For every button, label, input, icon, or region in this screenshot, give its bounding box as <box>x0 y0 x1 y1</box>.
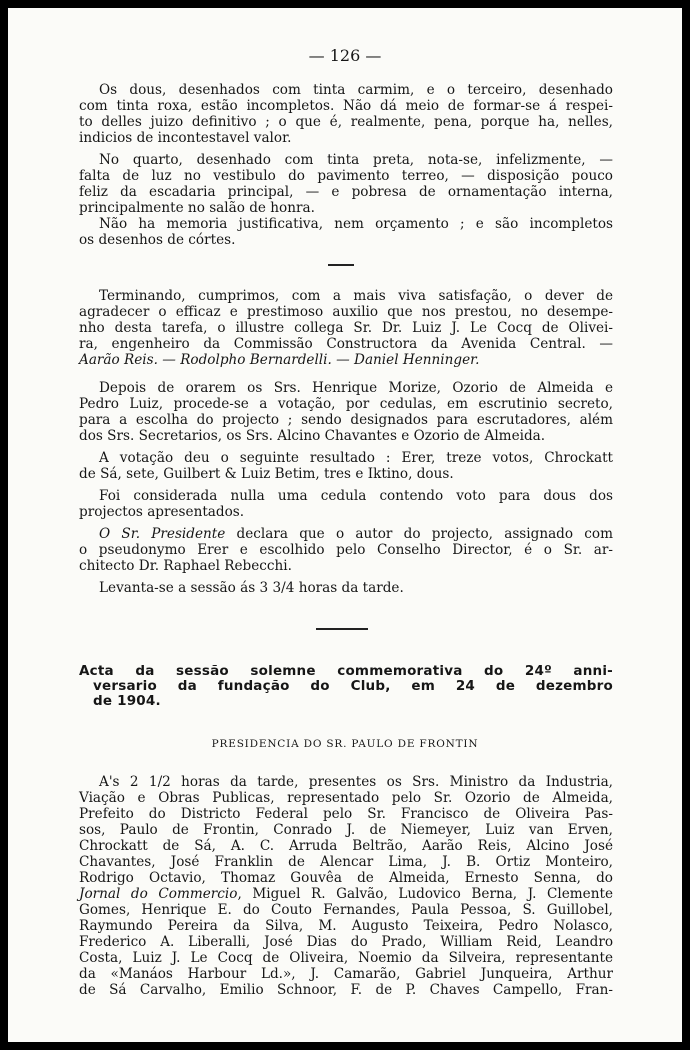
text-line: ra, engenheiro da Commissão Constructora da Avenida Central. — <box>79 336 613 352</box>
paragraph-drawings-one-two-three <box>79 82 613 146</box>
text-line: de Sá Carvalho, Emilio Schnoor, F. de P. Chaves Campello, Fran- <box>79 982 613 998</box>
long-separator <box>316 628 368 630</box>
paragraph-fourth-drawing <box>79 152 613 216</box>
paragraph-no-memoria <box>79 216 613 248</box>
presidency-subtitle: PRESIDENCIA DO SR. PAULO DE FRONTIN <box>211 738 479 750</box>
text-line: Gomes, Henrique E. do Couto Fernandes, Paula Pessoa, S. Guillobel, <box>79 902 613 918</box>
paragraph-voting-procedure <box>79 380 613 444</box>
text-line: feliz da escadaria principal, — e pobresa de ornamentação interna, <box>79 184 613 200</box>
text-line: para a escolha do projecto ; sendo designados para escrutadores, além <box>79 412 613 428</box>
text-line: Viação e Obras Publicas, representado pelo Sr. Ozorio de Almeida, <box>79 790 613 806</box>
text-line: principalmente no salão de honra. <box>79 200 315 216</box>
text-line: Levanta-se a sessão ás 3 3/4 horas da tarde. <box>99 580 404 596</box>
text-line: Terminando, cumprimos, com a mais viva satisfação, o dever de <box>99 288 613 304</box>
text-line: projectos apresentados. <box>79 504 245 520</box>
text-fragment: declara que o autor do projecto, assignado com <box>225 526 613 542</box>
text-line <box>79 526 613 542</box>
text-fragment: , Miguel R. Galvão, Ludovico Berna, J. Clemente <box>237 886 613 902</box>
text-line: o pseudonymo Erer e escolhido pelo Conselho Director, é o Sr. ar- <box>79 542 613 558</box>
signatures: Aarão Reis. — Rodolpho Bernardelli. — Daniel Henninger. <box>79 352 480 368</box>
text-line: Chavantes, José Franklin de Alencar Lima, J. B. Ortiz Monteiro, <box>79 854 613 870</box>
text-line: A votação deu o seguinte resultado : Erer, treze votos, Chrockatt <box>99 450 613 466</box>
text-line: Raymundo Pereira da Silva, M. Augusto Teixeira, Pedro Nolasco, <box>79 918 613 934</box>
short-separator <box>328 264 354 266</box>
text-line: com tinta roxa, estão incompletos. Não dá meio de formar-se á respei- <box>79 98 613 114</box>
paragraph-voting-result <box>79 450 613 482</box>
text-line: da «Manáos Harbour Ld.», J. Camarão, Gabriel Junqueira, Arthur <box>79 966 613 982</box>
paragraph-session-closing <box>79 580 613 596</box>
paragraph-president-declares <box>79 526 613 574</box>
page-number: — 126 — <box>308 46 382 65</box>
text-line: Depois de orarem os Srs. Henrique Morize, Ozorio de Almeida e <box>99 380 613 396</box>
paragraph-null-ballot <box>79 488 613 520</box>
text-line: to delles juizo definitivo ; o que é, realmente, pena, porque ha, nelles, <box>79 114 613 130</box>
text-line: indicios de incontestavel valor. <box>79 130 292 146</box>
text-line: No quarto, desenhado com tinta preta, nota-se, infelizmente, — <box>99 152 613 168</box>
text-line: os desenhos de córtes. <box>79 232 236 248</box>
text-line: Não ha memoria justificativa, nem orçamento ; e são incompletos <box>99 216 613 232</box>
text-line <box>79 886 613 902</box>
text-line: nho desta tarefa, o illustre collega Sr. Dr. Luiz J. Le Cocq de Olivei- <box>79 320 613 336</box>
text-line: Rodrigo Octavio, Thomaz Gouvêa de Almeida, Ernesto Senna, do <box>79 870 613 886</box>
text-line: Pedro Luiz, procede-se a votação, por cedulas, em escrutinio secreto, <box>79 396 613 412</box>
text-line: Frederico A. Liberalli, José Dias do Prado, William Reid, Leandro <box>79 934 613 950</box>
title-line: Acta da sessão solemne commemorativa do 24º anni- <box>79 663 613 679</box>
paragraph-conclusion <box>79 288 613 368</box>
text-line: A's 2 1/2 horas da tarde, presentes os Srs. Ministro da Industria, <box>99 774 613 790</box>
text-line: Costa, Luiz J. Le Cocq de Oliveira, Noemio da Silveira, representante <box>79 950 613 966</box>
text-line: Foi considerada nulla uma cedula contendo voto para dous dos <box>99 488 613 504</box>
text-line: dos Srs. Secretarios, os Srs. Alcino Chavantes e Ozorio de Almeida. <box>79 428 546 444</box>
text-line: sos, Paulo de Frontin, Conrado J. de Niemeyer, Luiz van Erven, <box>79 822 613 838</box>
text-line: Chrockatt de Sá, A. C. Arruda Beltrão, Aarão Reis, Alcino José <box>79 838 613 854</box>
text-line: falta de luz no vestibulo do pavimento terreo, — disposição pouco <box>79 168 613 184</box>
text-line: agradecer o efficaz e prestimoso auxilio que nos prestou, no desempe- <box>79 304 613 320</box>
newspaper-italic: Jornal do Commercio <box>79 886 238 902</box>
president-italic: O Sr. Presidente <box>99 526 226 542</box>
text-line: chitecto Dr. Raphael Rebecchi. <box>79 558 292 574</box>
text-line: Prefeito do Districto Federal pelo Sr. Francisco de Oliveira Pas- <box>79 806 613 822</box>
title-line: versario da fundação do Club, em 24 de dezembro <box>93 678 613 694</box>
document-page <box>8 8 682 1042</box>
paragraph-attendance <box>79 774 613 998</box>
title-line: de 1904. <box>93 693 161 709</box>
text-line: de Sá, sete, Guilbert & Luiz Betim, tres e Iktino, dous. <box>79 466 454 482</box>
text-line: Os dous, desenhados com tinta carmim, e o terceiro, desenhado <box>99 82 613 98</box>
section-title <box>79 664 613 709</box>
